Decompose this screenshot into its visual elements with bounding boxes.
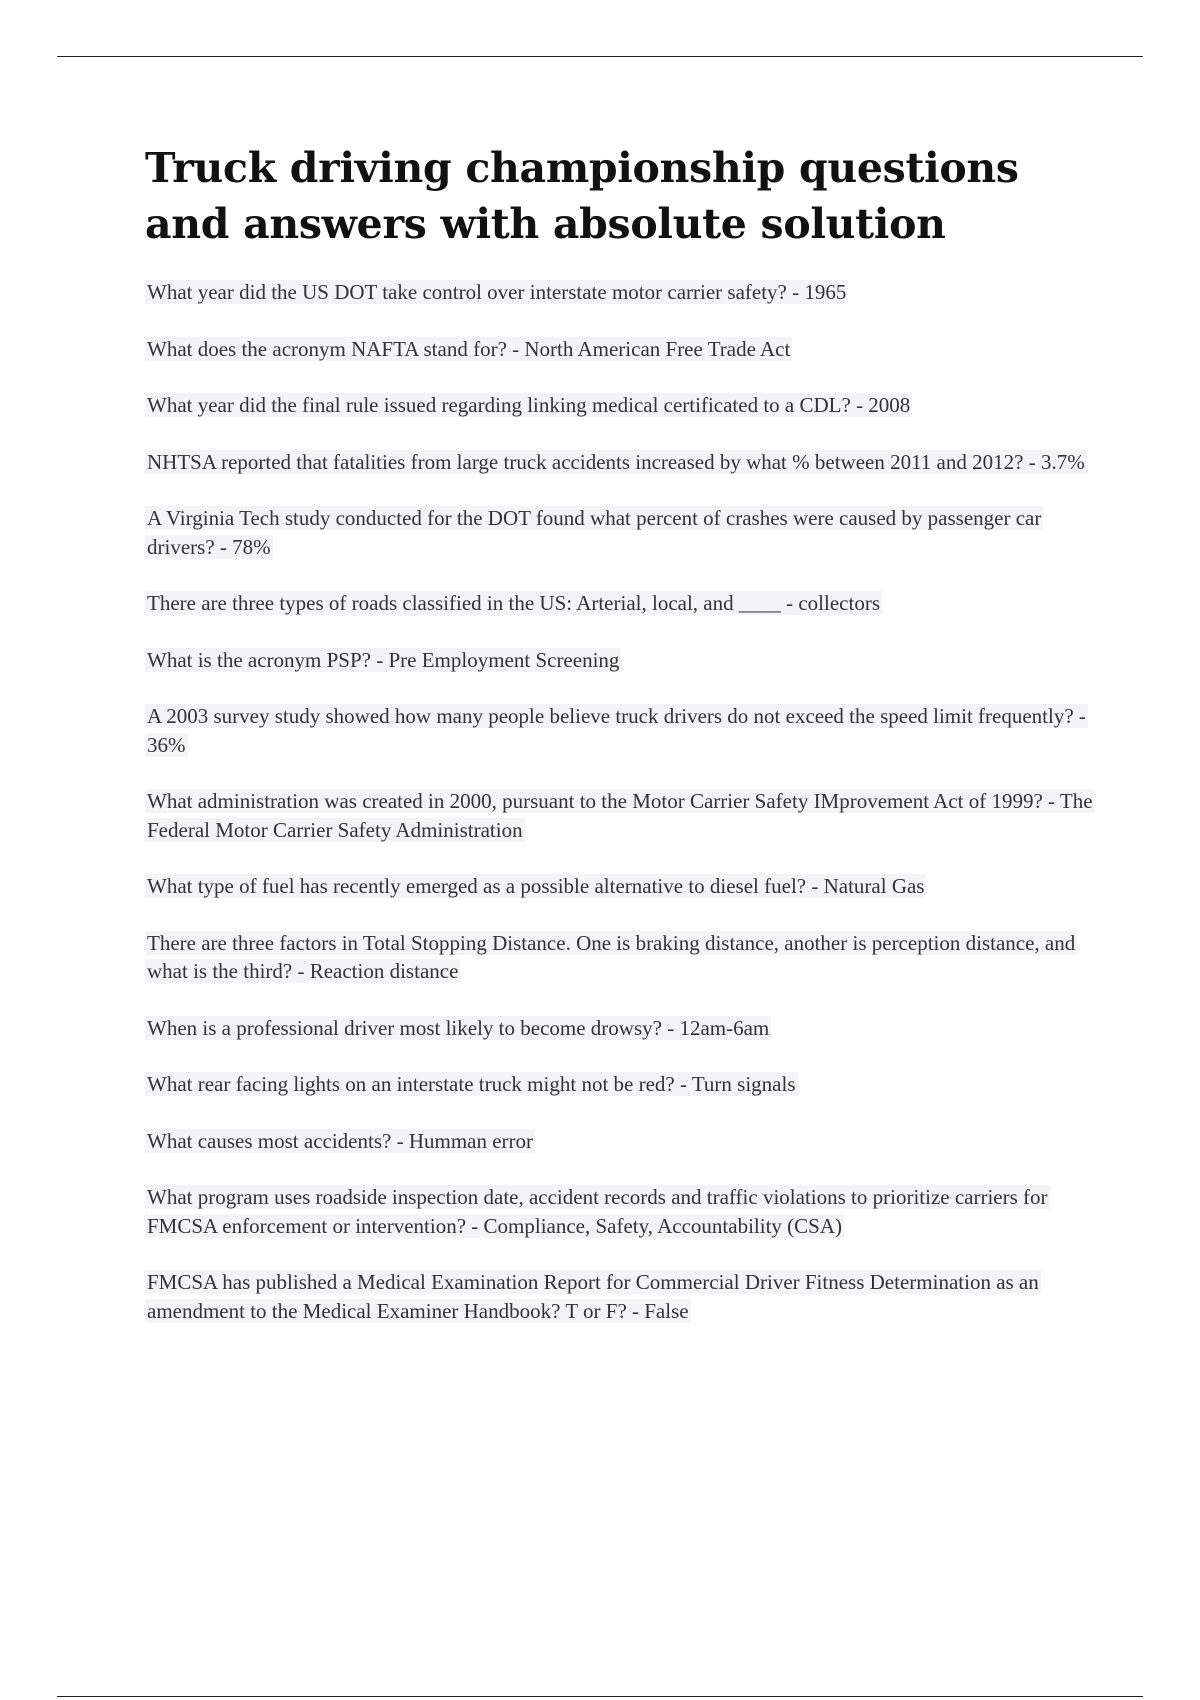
- qa-item: [145, 335, 1095, 364]
- qa-item: [145, 646, 1095, 675]
- qa-text: There are three types of roads classified in the US: Arterial, local, and ____ - collectors: [147, 591, 880, 615]
- qa-item: [145, 1070, 1095, 1099]
- document-body: [145, 140, 1095, 1353]
- qa-text: A 2003 survey study showed how many people believe truck drivers do not exceed the speed limit frequently? - 36%: [147, 704, 1086, 757]
- qa-item: [145, 702, 1095, 759]
- document-title: Truck driving championship questions and answers with absolute solution: [145, 144, 1019, 248]
- qa-item: [145, 1014, 1095, 1043]
- qa-item: [145, 872, 1095, 901]
- qa-item: [145, 787, 1095, 844]
- qa-text: What is the acronym PSP? - Pre Employment Screening: [147, 647, 620, 672]
- qa-text: What program uses roadside inspection date, accident records and traffic violations to prioritize carriers for FMCSA enforcement or intervention? - Compliance, Safety, Accountability (CSA): [147, 1185, 1048, 1238]
- qa-item: [145, 1268, 1095, 1325]
- qa-text: When is a professional driver most likely to become drowsy? - 12am-6am: [147, 1015, 770, 1040]
- qa-item: [145, 448, 1095, 477]
- qa-text: What administration was created in 2000, pursuant to the Motor Carrier Safety IMprovement Act of 1999? - The Federal Motor Carrier Safety Administration: [147, 789, 1093, 842]
- qa-text: What does the acronym NAFTA stand for? - North American Free Trade Act: [147, 336, 791, 361]
- qa-text: There are three factors in Total Stopping Distance. One is braking distance, another is perception distance, and what is the third? - Reaction distance: [147, 930, 1076, 983]
- qa-list: [145, 278, 1095, 1325]
- qa-text: What year did the US DOT take control over interstate motor carrier safety? - 1965: [147, 280, 847, 304]
- qa-text: What rear facing lights on an interstate truck might not be red? - Turn signals: [147, 1072, 796, 1096]
- qa-text: FMCSA has published a Medical Examination Report for Commercial Driver Fitness Determination as an amendment to the Medical Examiner Handbook? T or F? - False: [147, 1270, 1039, 1323]
- qa-text: A Virginia Tech study conducted for the DOT found what percent of crashes were caused by passenger car drivers? - 78%: [147, 506, 1042, 559]
- qa-item: [145, 929, 1095, 986]
- bottom-rule: [57, 1696, 1143, 1697]
- qa-item: [145, 1127, 1095, 1156]
- qa-text: What year did the final rule issued regarding linking medical certificated to a CDL? - 2008: [147, 393, 911, 417]
- qa-text: What causes most accidents? - Humman error: [147, 1128, 534, 1153]
- qa-text: What type of fuel has recently emerged as a possible alternative to diesel fuel? - Natural Gas: [147, 874, 925, 898]
- qa-text: NHTSA reported that fatalities from large truck accidents increased by what % between 2011 and 2012? - 3.7%: [147, 449, 1085, 474]
- qa-item: [145, 504, 1095, 561]
- qa-item: [145, 278, 1095, 307]
- qa-item: [145, 1183, 1095, 1240]
- top-rule: [57, 56, 1143, 57]
- qa-item: [145, 391, 1095, 420]
- qa-item: [145, 589, 1095, 618]
